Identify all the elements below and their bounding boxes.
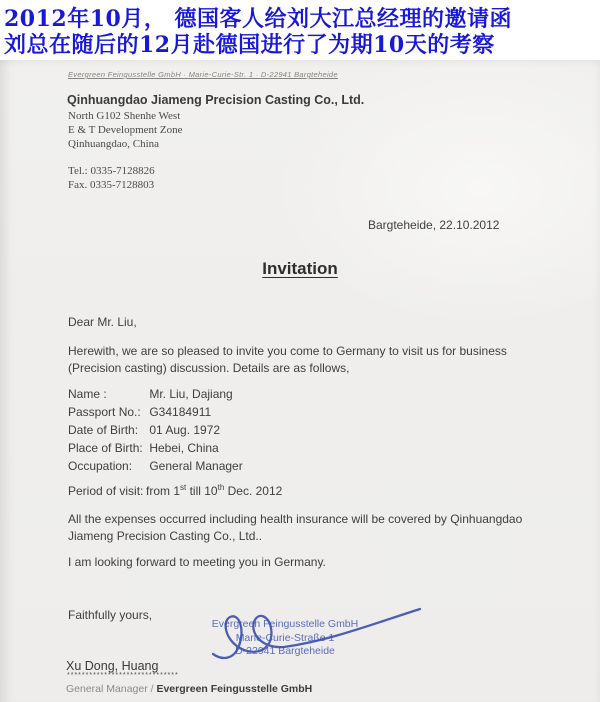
company-address-line: E & T Development Zone — [68, 124, 183, 136]
detail-value: Hebei, China — [149, 441, 219, 455]
handwritten-signature — [188, 598, 428, 670]
stamp-line-3: D-22941 Bargteheide — [235, 645, 335, 657]
period-value-mid: till 10 — [186, 484, 218, 498]
detail-label: Occupation: — [68, 459, 133, 473]
detail-value: Mr. Liu, Dajiang — [149, 387, 233, 401]
detail-row-birthplace — [68, 441, 243, 459]
period-of-visit-line — [68, 483, 282, 498]
company-address-line: North G102 Shenhe West — [68, 110, 181, 122]
company-tel: Tel.: 0335-7128826 — [68, 165, 155, 177]
letterhead-sender-line: Evergreen Feingusstelle GmbH · Marie-Curie-Str. 1 · D-22941 Bargteheide — [68, 70, 338, 79]
detail-value: G34184911 — [149, 405, 212, 419]
caption-line-1: 2012年10月， 德国客人给刘大江总经理的邀请函 — [4, 6, 513, 32]
detail-row-occupation — [68, 459, 243, 477]
caption-line-2: 刘总在随后的12月赴德国进行了为期10天的考察 — [4, 32, 495, 58]
dotted-separator: ****************************** — [67, 672, 179, 679]
detail-row-name — [68, 387, 243, 405]
signer-title-role: General Manager / — [66, 683, 157, 695]
detail-label: Date of Birth: — [68, 423, 139, 437]
intro-paragraph: Herewith, we are so pleased to invite you come to Germany to visit us for business (Precision casting) discussion. Details are as follows, — [68, 344, 507, 375]
caption-banner — [0, 0, 600, 60]
date-line: Bargteheide, 22.10.2012 — [368, 218, 500, 232]
detail-row-birthdate — [68, 423, 243, 441]
company-fax: Fax. 0335-7128803 — [68, 179, 155, 191]
detail-label: Name : — [68, 387, 107, 401]
period-value-post: Dec. 2012 — [224, 484, 283, 498]
detail-label: Passport No.: — [68, 405, 141, 419]
expenses-paragraph: All the expenses occurred including health insurance will be covered by Qinhuangdao Jiameng Precision Casting Co., Ltd.. — [68, 512, 523, 543]
signer-title — [66, 683, 312, 695]
closing-line: I am looking forward to meeting you in Germany. — [68, 555, 326, 569]
letter-title — [0, 259, 600, 279]
stamp-line-1: Evergreen Feingusstelle GmbH — [211, 618, 359, 630]
stamp-line-2: Marie-Curie-Straße 1 — [235, 631, 335, 644]
letter-title-text: Invitation — [262, 259, 338, 278]
salutation: Dear Mr. Liu, — [68, 315, 137, 329]
detail-label: Place of Birth: — [68, 441, 143, 455]
period-value-pre: from 1 — [146, 484, 181, 498]
detail-value: General Manager — [149, 459, 243, 473]
signer-title-company: Evergreen Feingusstelle GmbH — [156, 683, 313, 695]
detail-value: 01 Aug. 1972 — [149, 423, 221, 437]
detail-row-passport — [68, 405, 243, 423]
signer-name: Xu Dong, Huang — [66, 659, 159, 673]
details-block — [68, 387, 243, 477]
company-address-line: Qinhuangdao, China — [68, 138, 160, 150]
company-name: Qinhuangdao Jiameng Precision Casting Co., Ltd. — [67, 93, 365, 107]
valediction: Faithfully yours, — [68, 608, 153, 622]
period-sup-th: th — [217, 483, 225, 492]
period-sup-st: st — [180, 483, 187, 492]
scanned-letter — [0, 60, 600, 702]
period-label: Period of visit: — [68, 484, 144, 498]
